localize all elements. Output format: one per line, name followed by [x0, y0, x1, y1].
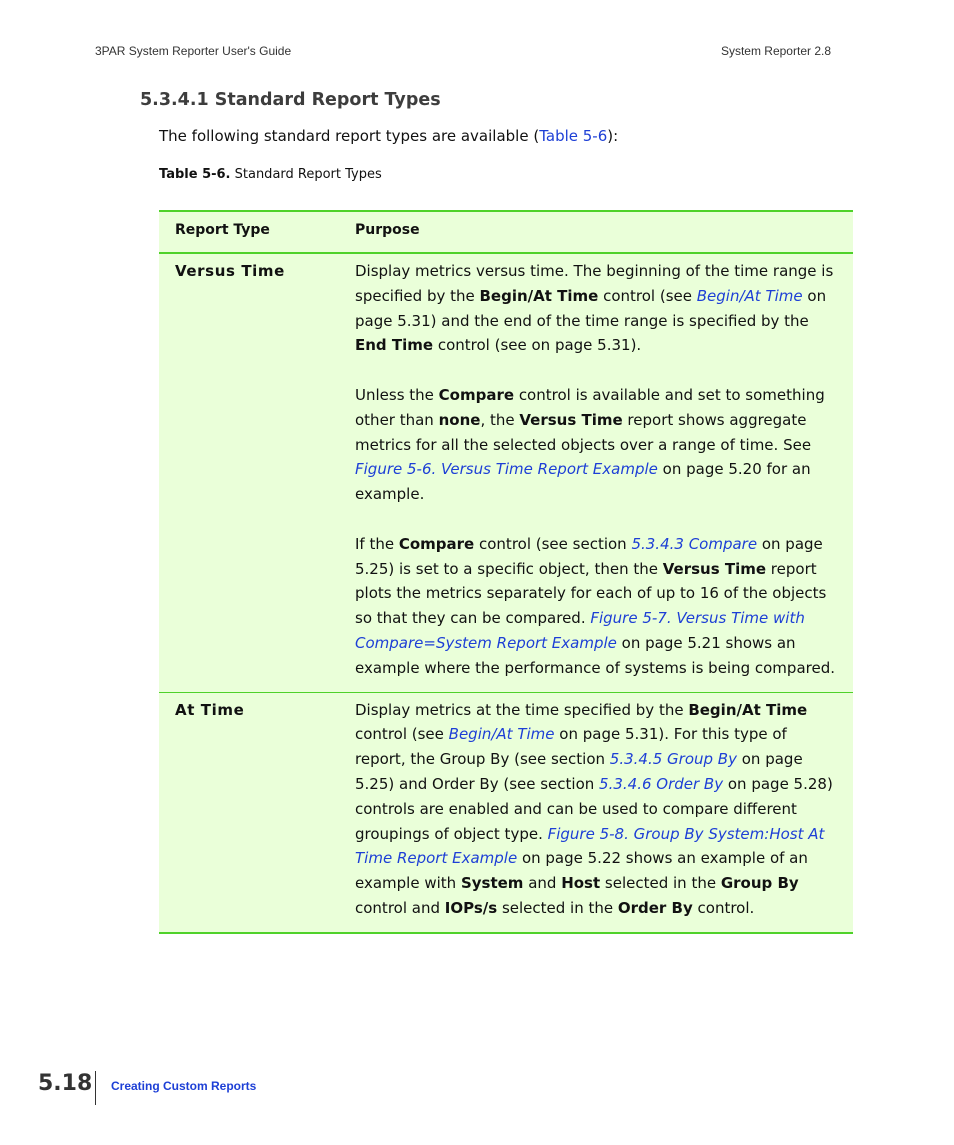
table-caption-label: Table 5-6. [159, 167, 231, 182]
purpose-cell [355, 692, 853, 933]
footer-divider [95, 1071, 96, 1105]
purpose-text: control. [692, 898, 755, 917]
cross-reference-link[interactable]: Figure 5-7. Versus Time with Compare=System Report Example [355, 609, 805, 652]
bold-term: Versus Time [662, 559, 767, 578]
report-type-cell: Versus Time [175, 262, 285, 280]
purpose-text: control (see on page 5.31). [433, 336, 642, 355]
report-types-table [159, 210, 853, 934]
table-row-versus-time [159, 253, 853, 692]
purpose-text: on page 5.28) controls are enabled and can be used to compare different groupings of object type. [355, 774, 833, 843]
bold-term: Host [561, 874, 601, 893]
purpose-paragraph [355, 383, 841, 507]
purpose-cell [355, 253, 853, 692]
purpose-text: on page 5.21 shows an example where the performance of systems is being compared. [355, 633, 835, 677]
bold-term: none [438, 410, 481, 429]
purpose-text: on page 5.25) is set to a specific object, then the [355, 534, 823, 578]
purpose-text: on page 5.25) and Order By (see section [355, 750, 803, 793]
bold-term: End Time [355, 336, 434, 355]
footer-chapter-title: Creating Custom Reports [111, 1079, 257, 1093]
table-reference-link[interactable]: Table 5-6 [539, 127, 608, 145]
cross-reference-link[interactable]: 5.3.4.3 Compare [631, 534, 758, 553]
table-row-at-time [159, 692, 853, 933]
purpose-text: selected in the [497, 898, 618, 917]
purpose-text: report shows aggregate metrics for all the selected objects over a range of time. See [355, 410, 812, 454]
cross-reference-link[interactable]: Figure 5-6. Versus Time Report Example [355, 460, 658, 479]
purpose-text: If the [355, 534, 399, 553]
purpose-paragraph [355, 532, 841, 681]
purpose-text: Display metrics versus time. The beginning of the time range is specified by the [355, 262, 834, 305]
bold-term: Order By [617, 898, 693, 917]
purpose-text: Display metrics at the time specified by the [355, 700, 689, 719]
bold-term: Begin/At Time [688, 700, 808, 719]
purpose-text: and [523, 874, 562, 893]
column-header-report-type: Report Type [175, 222, 270, 238]
purpose-text: , the [480, 410, 520, 429]
section-title: 5.3.4.1 Standard Report Types [140, 90, 441, 110]
purpose-text: on page 5.31) and the end of the time range is specified by the [355, 286, 827, 330]
bold-term: Compare [398, 534, 475, 553]
purpose-paragraph [355, 259, 841, 358]
purpose-text: on page 5.20 for an example. [355, 460, 811, 504]
purpose-text: control (see section [474, 534, 632, 553]
page-number: 5.18 [38, 1071, 93, 1096]
cross-reference-link[interactable]: Figure 5-8. Group By System:Host At Time Report Example [355, 824, 825, 868]
bold-term: Versus Time [519, 410, 623, 429]
purpose-text: control (see [598, 286, 697, 305]
purpose-text: Unless the [355, 385, 439, 404]
table-caption [159, 167, 382, 182]
bold-term: Begin/At Time [479, 286, 599, 305]
purpose-text: control is available and set to something other than [355, 385, 825, 429]
purpose-text: report plots the metrics separately for each of up to 16 of the objects so that they can be compared. [355, 559, 827, 628]
cross-reference-link[interactable]: 5.3.4.6 Order By [599, 774, 724, 793]
cross-reference-link[interactable]: 5.3.4.5 Group By [609, 750, 737, 769]
table-header-row [159, 211, 853, 253]
purpose-text: control (see [355, 725, 449, 744]
purpose-text: on page 5.22 shows an example of an example with [355, 849, 808, 893]
running-header-version: System Reporter 2.8 [720, 44, 831, 58]
purpose-paragraph [355, 698, 841, 921]
bold-term: Group By [720, 874, 799, 893]
bold-term: IOPs/s [444, 898, 498, 917]
purpose-text: control and [355, 898, 445, 917]
column-header-purpose: Purpose [355, 222, 420, 238]
table-caption-text: Standard Report Types [230, 167, 382, 182]
bold-term: System [460, 874, 524, 893]
running-header-title: 3PAR System Reporter User's Guide [95, 44, 292, 58]
intro-text-end: ): [607, 127, 619, 145]
intro-text: The following standard report types are available ( [159, 127, 540, 145]
cross-reference-link[interactable]: Begin/At Time [448, 725, 555, 744]
bold-term: Compare [438, 385, 515, 404]
purpose-text: on page 5.31). For this type of report, the Group By (see section [355, 725, 787, 769]
report-type-cell: At Time [175, 700, 245, 719]
purpose-text: selected in the [600, 874, 721, 893]
cross-reference-link[interactable]: Begin/At Time [696, 286, 803, 305]
intro-paragraph [159, 127, 618, 145]
